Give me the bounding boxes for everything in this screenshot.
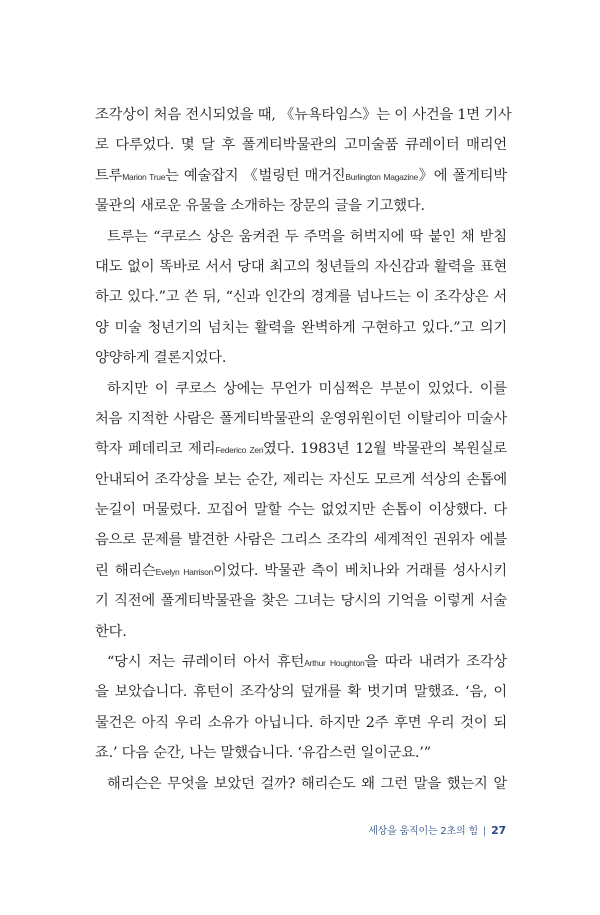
text-line: 안내되어 조각상을 보는 순간, 제리는 자신도 모르게 석상의 손톱에 bbox=[95, 471, 507, 488]
text-line-paragraph-end: 죠.’ 다음 순간, 나는 말했습니다. ‘유감스런 일이군요.’” bbox=[95, 745, 431, 762]
running-title: 세상을 움직이는 2초의 힘 bbox=[368, 826, 478, 837]
text-line: 을 보았습니다. 휴턴이 조각상의 덮개를 확 벗기며 말했죠. ‘음, 이 bbox=[95, 684, 507, 701]
text-line: 로 다루었다. 몇 달 후 폴게티박물관의 고미술품 큐레이터 매리언 bbox=[95, 137, 507, 154]
text-line: 양 미술 청년기의 넘치는 활력을 완벽하게 구현하고 있다.”고 의기 bbox=[95, 319, 507, 336]
text-line: 대도 없이 똑바로 서서 당대 최고의 청년들의 자신감과 활력을 표현 bbox=[95, 258, 507, 275]
foreign-name: Marion True bbox=[122, 171, 166, 182]
page-footer bbox=[368, 822, 506, 837]
page-number: 27 bbox=[491, 824, 506, 837]
text-line-paragraph-start: 해리슨은 무엇을 보았던 걸까? 해리슨도 왜 그런 말을 했는지 알 bbox=[107, 775, 507, 792]
text-line: 조각상이 처음 전시되었을 때, 《뉴욕타임스》는 이 사건을 1면 기사 bbox=[95, 107, 512, 123]
foreign-name: Burlington Magazine bbox=[345, 171, 418, 182]
text-line: 눈길이 머물렀다. 꼬집어 말할 수는 없었지만 손톱이 이상했다. 다 bbox=[95, 502, 507, 519]
footer-separator: | bbox=[482, 826, 487, 837]
text-line: 트루Marion True는 예술잡지 《벌링턴 매거진Burlington Magazine》에 폴게티박 bbox=[95, 167, 507, 184]
text-line-paragraph-start: 트루는 “쿠로스 상은 움켜쥔 두 주먹을 허벅지에 딱 붙인 채 받침 bbox=[107, 228, 507, 245]
body-text bbox=[95, 100, 512, 799]
foreign-name: Evelyn Harrison bbox=[155, 566, 214, 577]
text-line: 하고 있다.”고 쓴 뒤, “신과 인간의 경계를 넘나드는 이 조각상은 서 bbox=[95, 289, 507, 306]
text-line-paragraph-end: 양양하게 결론지었다. bbox=[95, 350, 227, 367]
text-line-paragraph-start: “당시 저는 큐레이터 아서 휴턴Arthur Houghton을 따라 내려가 조각상 bbox=[107, 654, 507, 671]
text-line: 음으로 문제를 발견한 사람은 그리스 조각의 세계적인 권위자 에블 bbox=[95, 532, 507, 549]
text-line: 린 해리슨Evelyn Harrison이었다. 박물관 측이 베치나와 거래를 성사시키 bbox=[95, 562, 507, 579]
text-line: 처음 지적한 사람은 폴게티박물관의 운영위원이던 이탈리아 미술사 bbox=[95, 410, 507, 427]
text-line-paragraph-start: 하지만 이 쿠로스 상에는 무언가 미심쩍은 부분이 있었다. 이를 bbox=[107, 380, 507, 397]
foreign-name: Federico Zeri bbox=[215, 445, 263, 456]
foreign-name: Arthur Houghton bbox=[304, 658, 365, 669]
text-line-paragraph-end: 물관의 새로운 유물을 소개하는 장문의 글을 기고했다. bbox=[95, 198, 425, 215]
text-line: 학자 페데리코 제리Federico Zeri였다. 1983년 12월 박물관의 복원실로 bbox=[95, 441, 508, 458]
text-line: 물건은 아직 우리 소유가 아닙니다. 하지만 2주 후면 우리 것이 되 bbox=[95, 714, 507, 731]
text-line-paragraph-end: 한다. bbox=[95, 623, 127, 640]
text-line: 기 직전에 폴게티박물관을 찾은 그녀는 당시의 기억을 이렇게 서술 bbox=[95, 593, 507, 610]
